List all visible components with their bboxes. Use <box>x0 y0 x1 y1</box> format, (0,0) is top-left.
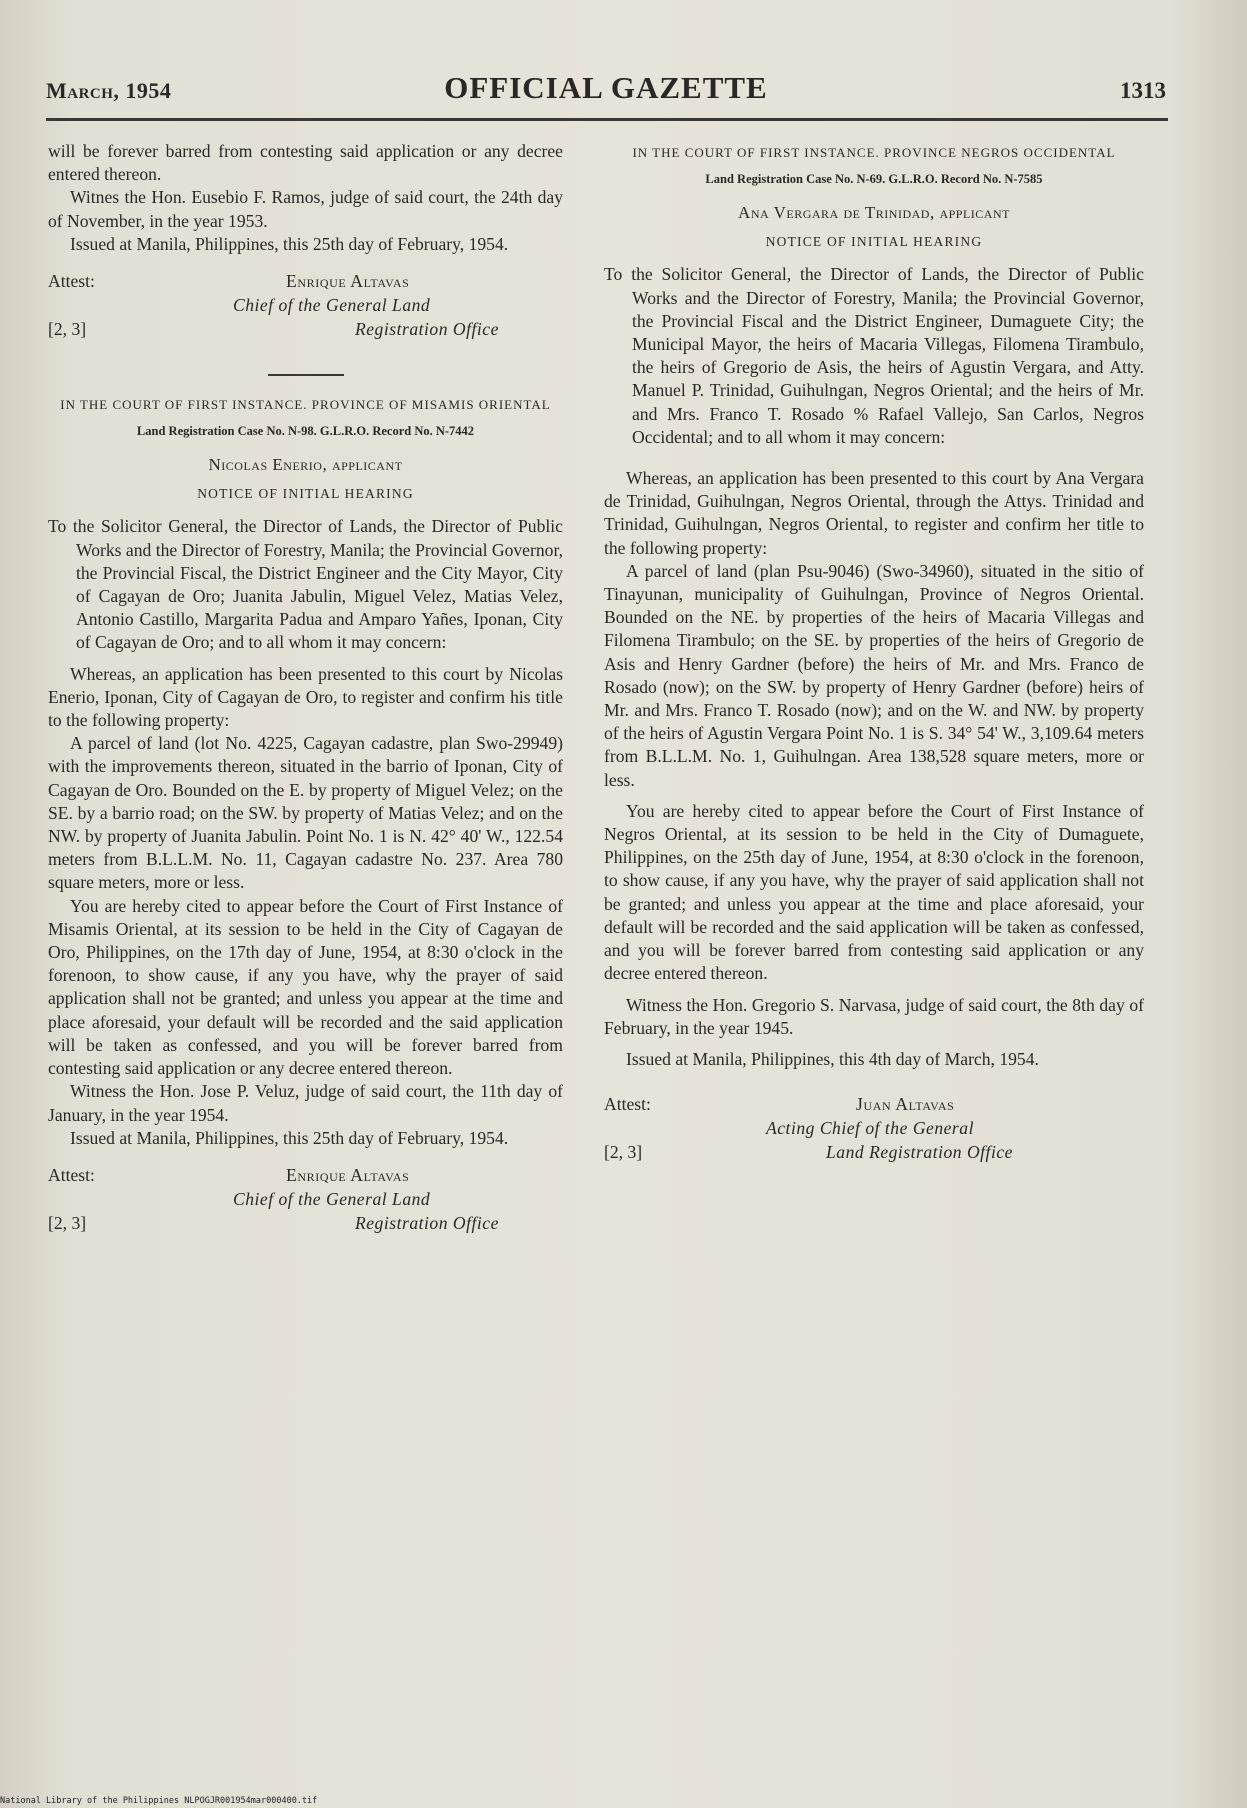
applicant-name: Nicolas Enerio, applicant <box>208 455 403 475</box>
attest-name: Enrique Altavas <box>286 1164 410 1185</box>
page-number: 1313 <box>1120 78 1166 103</box>
parcel-description: A parcel of land (plan Psu-9046) (Swo-34960), situated in the sitio of Tinayunan, municipality of Guihulngan, Province of Negros Oriental. Bounded on the NE. by properties of the heirs of Macaria Villegas and Filomena Tirambulo; on the SE. by properties of the heirs of Gregorio de Asis and Henry Gardner (before) the heirs of Mr. and Mrs. Franco de Rosado (now); on the SW. by property of Henry Gardner (before) heirs of Mr. and Mrs. Franco T. Rosado (now); and on the W. and NW. by property of the heirs of Agustin Vergara Point No. 1 is S. 34° 54' W., 3,109.64 meters from B.L.L.M. No. 1, Guihulngan. Area 138,528 square meters, more or less. <box>604 560 1144 790</box>
header-title: OFFICIAL GAZETTE <box>444 70 768 105</box>
whereas-paragraph: Whereas, an application has been presented to this court by Ana Vergara de Trinidad, Guihulngan, Negros Oriental, through the Attys. Trinidad and Trinidad, Guihulngan, Negros Oriental, to register and confirm her title to the following property: <box>604 468 1144 558</box>
attest-label: Attest: <box>48 271 95 292</box>
whereas-paragraph: Whereas, an application has been presented to this court by Nicolas Enerio, Iponan, City of Cagayan de Oro, to register and confirm his title to the following property: <box>48 663 563 731</box>
attest-block-3 <box>604 1091 1144 1167</box>
header-rule <box>46 118 1168 121</box>
attest-number: [2, 3] <box>48 1212 87 1233</box>
scan-footer: National Library of the Philippines NLPOGJR001954mar000400.tif <box>0 1796 318 1806</box>
applicant-name: Ana Vergara de Trinidad, applicant <box>738 203 1010 222</box>
attest-title-line-1: Chief of the General Land <box>233 295 431 316</box>
attest-number: [2, 3] <box>604 1142 643 1163</box>
witness-paragraph: Witness the Hon. Gregorio S. Narvasa, judge of said court, the 8th day of February, in the year 1945. <box>604 994 1144 1038</box>
left-issued-1: Issued at Manila, Philippines, this 25th day of February, 1954. <box>70 233 509 254</box>
cited-paragraph: You are hereby cited to appear before the Court of First Instance of Misamis Oriental, at its session to be held in the City of Cagayan de Oro, Philippines, on the 17th day of June, 1954, at 8:30 o'clock in the forenoon, to show cause, if any you have, why the prayer of said application shall not be granted; and unless you appear at the time and place aforesaid, your default will be recorded and the said application will be taken as confessed, and you will be forever barred from contesting said application or any decree entered thereon. <box>48 895 563 1079</box>
attest-name: Enrique Altavas <box>286 271 410 292</box>
addressees: To the Solicitor General, the Director of Lands, the Director of Public Works and the Director of Forestry, Manila; the Provincial Governor, the Provincial Fiscal, the District Engineer and the City Mayor, City of Cagayan de Oro; Juanita Jabulin, Miguel Velez, Matias Velez, Antonio Castillo, Margarita Padua and Amparo Yañes, Iponan, City of Cagayan de Oro; and to all whom it may concern: <box>48 516 563 653</box>
attest-label: Attest: <box>48 1164 95 1185</box>
attest-title-line-1: Acting Chief of the General <box>766 1118 974 1139</box>
case-number: Land Registration Case No. N-69. G.L.R.O. Record No. N-7585 <box>705 172 1043 186</box>
left-continuation-text: will be forever barred from contesting said application or any decree entered thereon. <box>48 141 563 185</box>
court-heading: IN THE COURT OF FIRST INSTANCE. PROVINCE OF MISAMIS ORIENTAL <box>60 397 551 413</box>
attest-block-2 <box>48 1162 563 1238</box>
attest-title-line-2: Registration Office <box>355 1212 499 1233</box>
attest-number: [2, 3] <box>48 319 87 340</box>
attest-title-line-2: Registration Office <box>355 319 499 340</box>
issued-paragraph: Issued at Manila, Philippines, this 25th day of February, 1954. <box>70 1127 509 1148</box>
header-date: March, 1954 <box>46 78 172 103</box>
section-divider <box>268 374 344 376</box>
notice-heading: NOTICE OF INITIAL HEARING <box>765 234 983 250</box>
left-column <box>48 140 563 1238</box>
notice-heading: NOTICE OF INITIAL HEARING <box>197 486 414 502</box>
parcel-description: A parcel of land (lot No. 4225, Cagayan cadastre, plan Swo-29949) with the improvements thereon, situated in the barrio of Iponan, City of Cagayan de Oro. Bounded on the E. by property of Miguel Velez; on the SE. by a barrio road; on the SW. by property of Matias Velez; and on the NW. by property of Juanita Jabulin. Point No. 1 is N. 42° 40' W., 122.54 meters from B.L.L.M. No. 11, Cagayan cadastre No. 237. Area 780 square meters, more or less. <box>48 733 563 893</box>
issued-paragraph: Issued at Manila, Philippines, this 4th day of March, 1954. <box>626 1048 1039 1069</box>
addressees: To the Solicitor General, the Director of Lands, the Director of Public Works and the Director of Forestry, Manila; the Provincial Governor, the Provincial Fiscal and the District Engineer, Dumaguete City; the Municipal Mayor, the heirs of Macaria Villegas, Filomena Tirambulo, the heirs of Gregorio de Asis, the heirs of Agustin Vergara, and Atty. Manuel P. Trinidad, Guihulngan, Negros Oriental; and the heirs of Mr. and Mrs. Franco T. Rosado % Rafael Vallejo, San Carlos, Negros Occidental; and to all whom it may concern: <box>604 264 1144 447</box>
page-header <box>46 70 1166 114</box>
left-witness-1: Witnes the Hon. Eusebio F. Ramos, judge of said court, the 24th day of November, in the year 1953. <box>48 187 563 231</box>
attest-block-1 <box>48 268 563 344</box>
right-column <box>604 140 1144 1167</box>
witness-paragraph: Witness the Hon. Jose P. Veluz, judge of said court, the 11th day of January, in the year 1954. <box>48 1081 563 1125</box>
attest-title-line-1: Chief of the General Land <box>233 1188 431 1209</box>
case-number: Land Registration Case No. N-98. G.L.R.O. Record No. N-7442 <box>136 424 475 439</box>
attest-title-line-2: Land Registration Office <box>826 1142 1013 1163</box>
attest-name: Juan Altavas <box>856 1094 955 1115</box>
cited-paragraph: You are hereby cited to appear before the Court of First Instance of Negros Oriental, at its session to be held in the City of Dumaguete, Philippines, on the 25th day of June, 1954, at 8:30 o'clock in the forenoon, to show cause, if any you have, why the prayer of said application shall not be granted; and unless you appear at the time and place aforesaid, your default will be recorded and the said application will be taken as confessed, and you will be forever barred from contesting said application or any decree entered thereon. <box>604 800 1144 984</box>
attest-label: Attest: <box>604 1094 651 1115</box>
court-heading: IN THE COURT OF FIRST INSTANCE. PROVINCE NEGROS OCCIDENTAL <box>632 145 1116 160</box>
